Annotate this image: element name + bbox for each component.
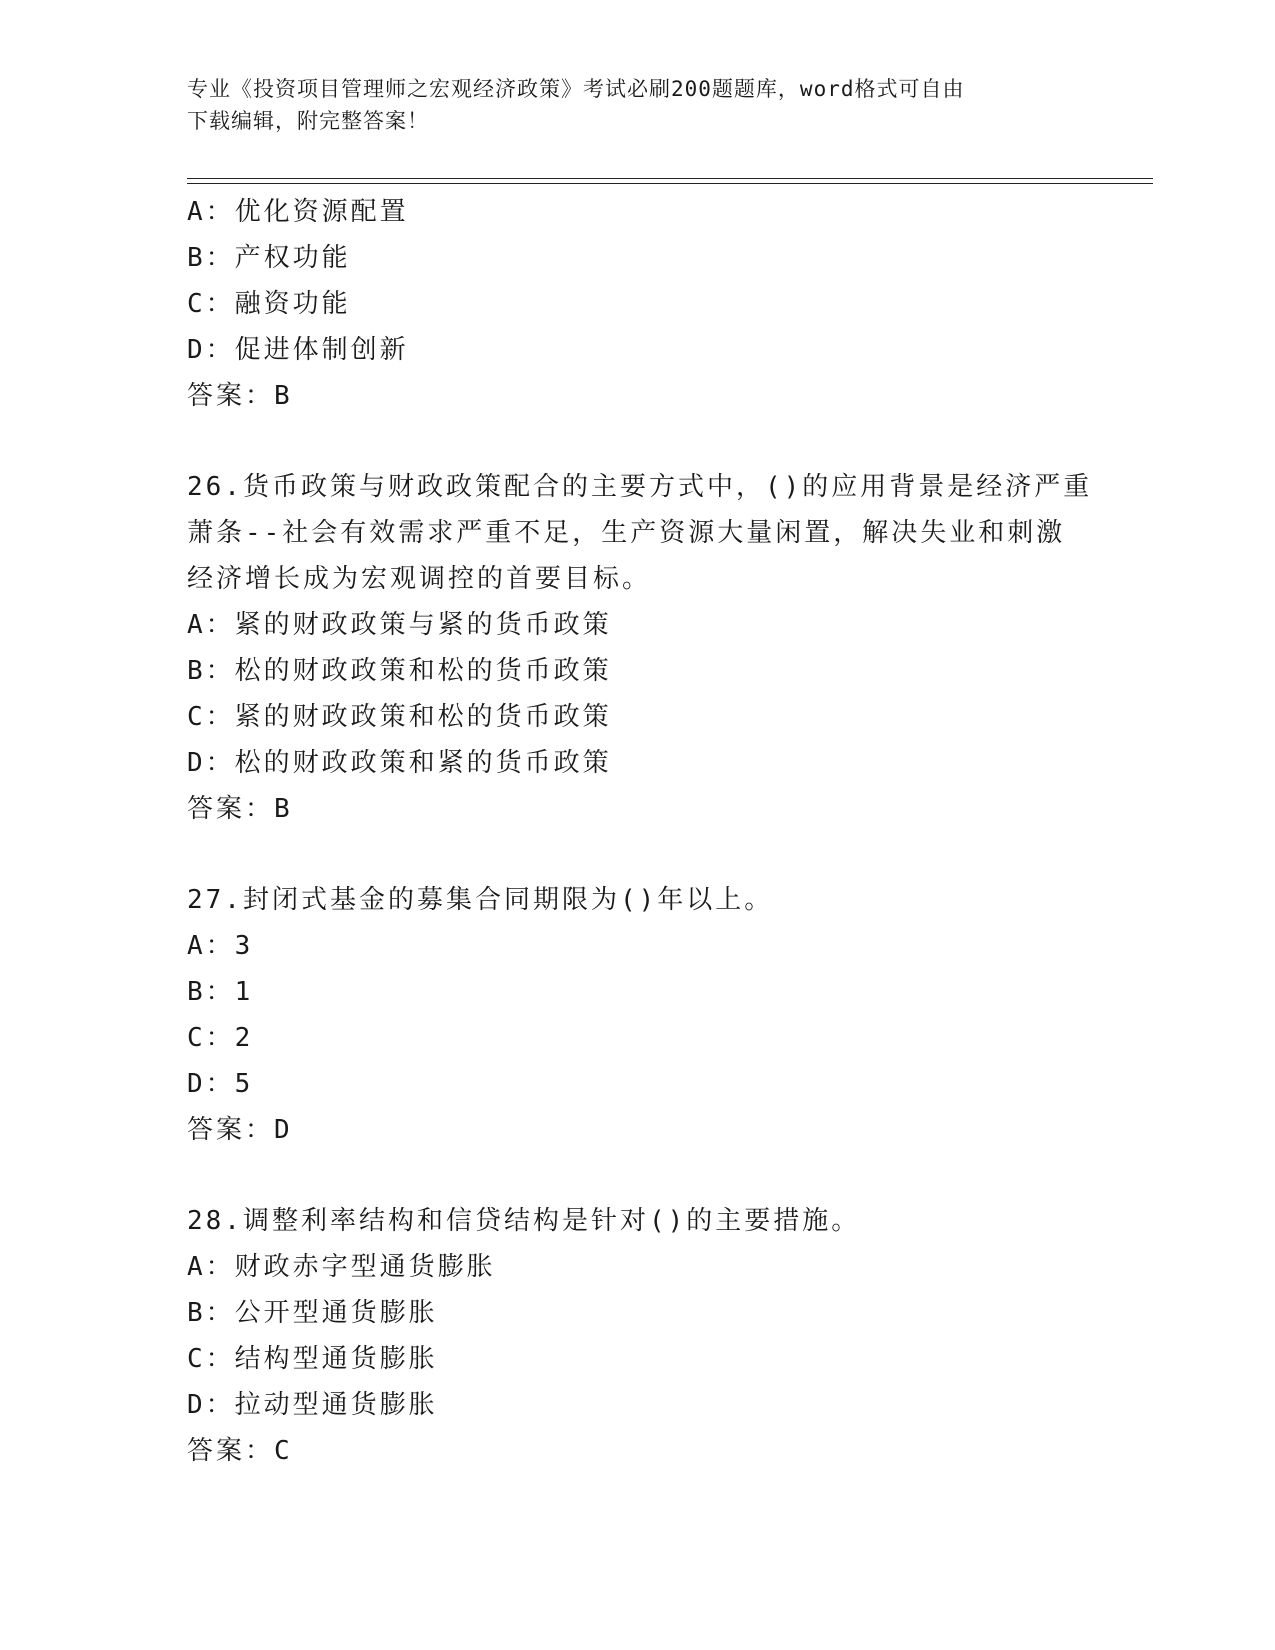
header-line-2: 下载编辑，附完整答案！ [187, 109, 429, 133]
option-d: D：5 [187, 1069, 254, 1099]
question-text-line: 27.封闭式基金的募集合同期限为()年以上。 [187, 885, 774, 915]
header-divider-top [187, 178, 1153, 179]
option-d: D：松的财政政策和紧的货币政策 [187, 748, 612, 778]
answer-line: 答案：B [187, 381, 293, 411]
option-d: D：促进体制创新 [187, 335, 409, 365]
option-a: A：3 [187, 931, 254, 961]
option-c: C：结构型通货膨胀 [187, 1344, 438, 1374]
option-b: B：产权功能 [187, 243, 351, 273]
header-divider-bottom [187, 183, 1153, 184]
question-block-27 [187, 877, 1087, 1153]
question-block-26 [187, 464, 1093, 832]
option-a: A：紧的财政政策与紧的货币政策 [187, 610, 612, 640]
option-c: C：融资功能 [187, 289, 351, 319]
answer-line: 答案：B [187, 794, 293, 824]
header-line-1: 专业《投资项目管理师之宏观经济政策》考试必刷200题题库，word格式可自由 [187, 77, 965, 101]
option-b: B：松的财政政策和松的货币政策 [187, 656, 612, 686]
option-c: C：2 [187, 1023, 254, 1053]
option-b: B：公开型通货膨胀 [187, 1298, 438, 1328]
question-text-line: 28.调整利率结构和信贷结构是针对()的主要措施。 [187, 1206, 861, 1236]
question-text [187, 1198, 1087, 1244]
option-a: A：财政赤字型通货膨胀 [187, 1252, 496, 1282]
question-text [187, 464, 1093, 602]
answer-line: 答案：D [187, 1115, 293, 1145]
question-block-28 [187, 1198, 1087, 1474]
question-text-line: 萧条--社会有效需求严重不足，生产资源大量闲置，解决失业和刺激 [187, 518, 1066, 548]
option-d: D：拉动型通货膨胀 [187, 1390, 438, 1420]
question-text [187, 877, 1087, 923]
answer-line: 答案：C [187, 1436, 293, 1466]
question-list [187, 189, 1093, 1474]
document-header [187, 73, 1087, 137]
question-text-line: 经济增长成为宏观调控的首要目标。 [187, 564, 652, 594]
option-c: C：紧的财政政策和松的货币政策 [187, 702, 612, 732]
question-block-25-continued [187, 189, 1087, 419]
question-text-line: 26.货币政策与财政政策配合的主要方式中，()的应用背景是经济严重 [187, 472, 1093, 502]
option-b: B：1 [187, 977, 254, 1007]
option-a: A：优化资源配置 [187, 197, 409, 227]
